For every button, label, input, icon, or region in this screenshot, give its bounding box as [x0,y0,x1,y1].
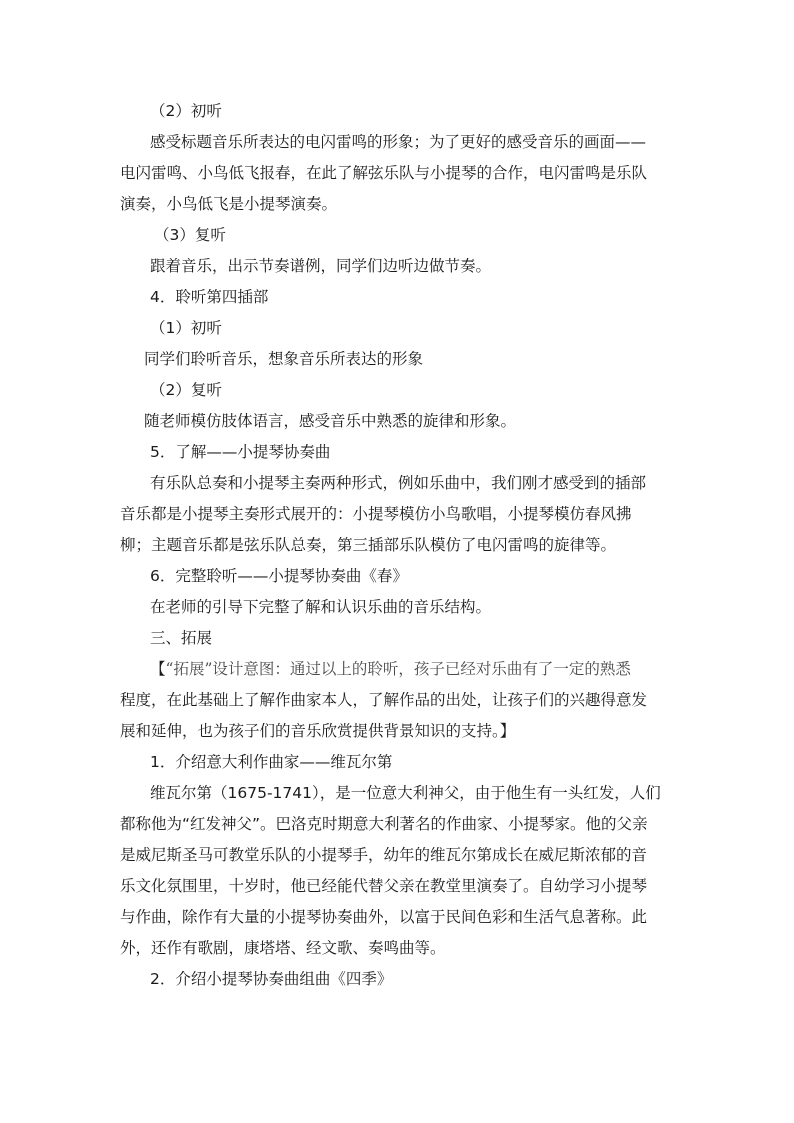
subheading-repeat-listen: （2）复听 [150,381,222,399]
paragraph-line: 柳；主题音乐都是弦乐队总奏，第三插部乐队模仿了电闪雷鸣的旋律等。 [120,536,617,554]
heading-four-seasons: 2．介绍小提琴协奏曲组曲《四季》 [150,970,393,988]
design-note-line: 程度，在此基础上了解作曲家本人，了解作品的出处，让孩子们的兴趣得意发 [120,691,648,709]
heading-violin-concerto: 5．了解——小提琴协奏曲 [150,443,331,461]
paragraph-line: 在老师的引导下完整了解和认识乐曲的音乐结构。 [150,598,492,616]
design-note-text: “拓展”设计意图：通过以上的聆听，孩子已经对乐曲有了一定的熟悉 [165,660,631,678]
subheading-repeat-listen: （3）复听 [154,226,226,244]
paragraph-line: 都称他为“红发神父”。巴洛克时期意大利著名的作曲家、小提琴家。他的父亲 [120,815,648,833]
paragraph-line: 演奏，小鸟低飞是小提琴演奏。 [120,195,338,213]
paragraph-line: 电闪雷鸣、小鸟低飞报春，在此了解弦乐队与小提琴的合作，电闪雷鸣是乐队 [120,164,648,182]
heading-complete-listening: 6．完整聆听——小提琴协奏曲《春》 [150,567,408,585]
heading-vivaldi: 1．介绍意大利作曲家——维瓦尔第 [150,753,393,771]
paragraph-line: 音乐都是小提琴主奏形式展开的：小提琴模仿小鸟歌唱，小提琴模仿春风拂 [120,505,632,523]
section-heading-extension: 三、拓展 [150,629,213,647]
subheading-first-listen: （2）初听 [150,102,222,120]
paragraph-line: 跟着音乐，出示节奏谱例，同学们边听边做节奏。 [150,257,492,275]
document-body [120,96,680,995]
paragraph-line: 同学们聆听音乐，想象音乐所表达的形象 [144,350,424,368]
paragraph-line: 是威尼斯圣马可教堂乐队的小提琴手，幼年的维瓦尔第成长在威尼斯浓郁的音 [120,846,648,864]
heading-fourth-episode: 4．聆听第四插部 [150,288,269,306]
paragraph-line: 外，还作有歌剧，康塔塔、经文歌、奏鸣曲等。 [120,939,446,957]
note-open-bracket: 【 [150,660,166,678]
paragraph-line: 维瓦尔第（1675-1741），是一位意大利神父，由于他生有一头红发，人们 [150,784,661,802]
paragraph-line: 与作曲，除作有大量的小提琴协奏曲外，以富于民间色彩和生活气息著称。此 [120,908,648,926]
design-note-line: 展和延伸，也为孩子们的音乐欣赏提供背景知识的支持。】 [120,722,516,740]
paragraph-line: 乐文化氛围里，十岁时，他已经能代替父亲在教堂里演奏了。自幼学习小提琴 [120,877,648,895]
subheading-first-listen: （1）初听 [150,319,222,337]
paragraph-line: 随老师模仿肢体语言，感受音乐中熟悉的旋律和形象。 [144,412,517,430]
design-note-line [120,654,680,685]
paragraph-line: 感受标题音乐所表达的电闪雷鸣的形象；为了更好的感受音乐的画面—— [150,133,647,151]
paragraph-line: 有乐队总奏和小提琴主奏两种形式，例如乐曲中，我们刚才感受到的插部 [150,474,647,492]
